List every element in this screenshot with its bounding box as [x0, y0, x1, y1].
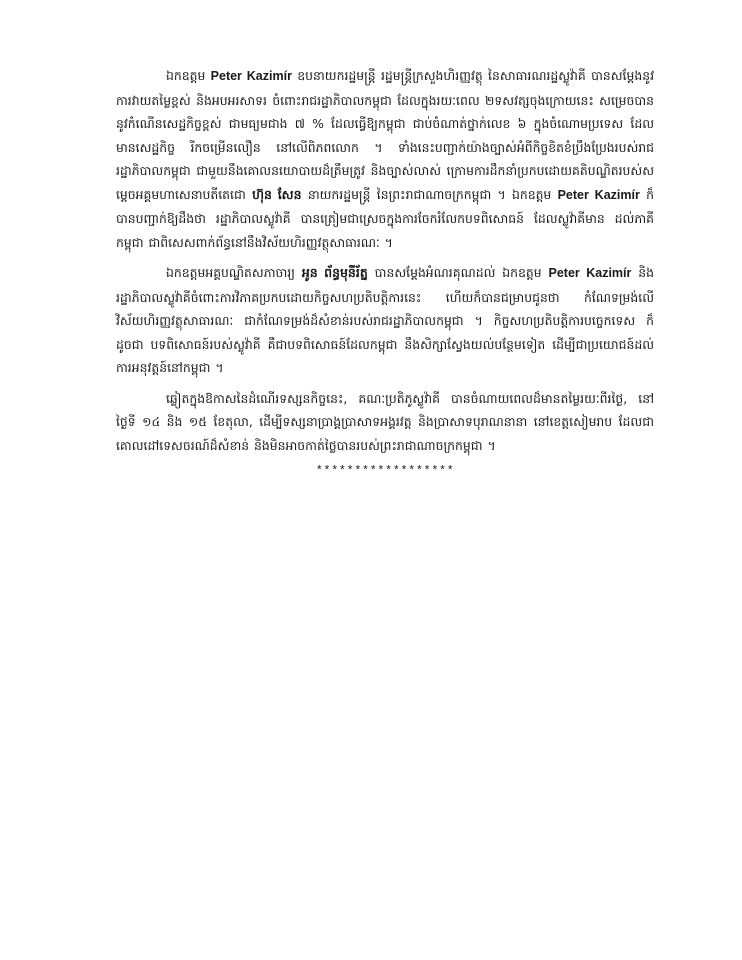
- paragraph-2: [116, 261, 654, 380]
- paragraph-text: ក៏បានបញ្ជាក់ឱ្យដឹងថា រដ្ឋាភិបាលស្លូវ៉ាគី បានត្រៀមជាស្រេចក្នុងការចែករំលែកបទពិសោធន៍ ដែលស្លូវ៉ាគីមាន ដល់ភាគីកម្ពុជា ជាពិសេសពាក់ព័ន្ធនៅនឹងវិស័យហិរញ្ញវត្ថុសាធារណៈ ។: [116, 186, 654, 250]
- bold-name-text: ហ៊ុន សែន: [252, 187, 302, 202]
- paragraph-text: ឯកឧត្តមអគ្គបណ្ឌិតសភាចារ្យ: [166, 265, 302, 280]
- bold-name-text: Peter Kazimír: [548, 266, 632, 280]
- paragraph-text: និងរដ្ឋាភិបាលស្លូវ៉ាគីចំពោះការវិភាគប្រកបដោយកិច្ចសហប្រតិបត្តិការនេះ ហើយក៏បានជម្រាបជូនថា កំណែទម្រង់លើវិស័យហិរញ្ញវត្ថុសាធារណៈ ជាកំណែទម្រង់ដ៏សំខាន់របស់រាជរដ្ឋាភិបាលកម្ពុជា ។ កិច្ចសហប្រតិបត្តិការបច្ចេកទេស ក៏ដូចជា បទពិសោធន៍របស់ស្លូវ៉ាគី គឺជាបទពិសោធន៍ដែលកម្ពុជា នឹងសិក្សាស្វែងយល់បន្ថែមទៀត ដើម្បីជាប្រយោជន៍ដល់ការអនុវត្តន៍នៅកម្ពុជា ។: [116, 265, 655, 375]
- end-separator: ******************: [315, 464, 455, 478]
- paragraph-text: ឆ្លៀតក្នុងឱកាសនៃដំណើរទស្សនកិច្ចនេះ, គណៈប្រតិភូស្លូវ៉ាគី បានចំណាយពេលដ៏មានតម្លៃរយៈពីរថ្ងៃ, នៅថ្ងៃទី ១៤ និង ១៥ ខែតុលា, ដើម្បីទស្សនាប្រាង្គប្រាសាទអង្គរវត្ត និងប្រាសាទបុរាណនានា នៅខេត្តសៀមរាប ដែលជាគោលដៅទេសចរណ៍ដ៏សំខាន់ និងមិនអាចកាត់ថ្លៃបានរបស់ព្រះរាជាណាចក្រកម្ពុជា ។: [116, 390, 654, 453]
- paragraph-3: [116, 387, 654, 458]
- bold-name-text: Peter Kazimír: [557, 187, 640, 202]
- document-body: [116, 64, 654, 478]
- paragraph-text: ឧបនាយករដ្ឋមន្ត្រី រដ្ឋមន្ត្រីក្រសួងហិរញ្ញវត្ថុ នៃសាធារណរដ្ឋស្លូវ៉ាគី បានសម្តែងនូវការវាយតម្លៃខ្ពស់ និងអបអរសាទរ ចំពោះរាជរដ្ឋាភិបាលកម្ពុជា ដែលក្នុងរយៈពេល ២ទសវត្សចុងក្រោយនេះ សម្រេចបាននូវកំណើនសេដ្ឋកិច្ចខ្ពស់ ជាមធ្យមជាង ៧ % ដែលធ្វើឱ្យកម្ពុជា ជាប់ចំណាត់ថ្នាក់លេខ ៦ ក្នុងចំណោមប្រទេស ដែលមានសេដ្ឋកិច្ច រីកចម្រើនលឿន នៅលើពិភពលោក ។ ទាំងនេះបញ្ជាក់យ៉ាងច្បាស់អំពីកិច្ចខិតខំប្រឹងប្រែងរបស់រាជរដ្ឋាភិបាលកម្ពុជា ជាមួយនឹងគោលនយោបាយដ៏ត្រឹមត្រូវ និងច្បាស់លាស់ ក្រោមការដឹកនាំប្រកបដោយគតិបណ្ឌិតរបស់សម្តេចអគ្គមហាសេនាបតីតេជោ: [116, 68, 655, 202]
- bold-name-text: អូន ព័ន្ធមុនីរ័ត្ន: [301, 266, 368, 280]
- paragraph-1: [116, 64, 654, 254]
- paragraph-text: ឯកឧត្តម: [166, 68, 211, 83]
- bold-name-text: Peter Kazimír: [210, 69, 292, 83]
- paragraph-text: នាយករដ្ឋមន្ត្រី នៃព្រះរាជាណាចក្រកម្ពុជា ។ ឯកឧត្តម: [301, 186, 558, 202]
- paragraph-text: បានសម្តែងអំណរគុណដល់ ឯកឧត្តម: [367, 265, 549, 280]
